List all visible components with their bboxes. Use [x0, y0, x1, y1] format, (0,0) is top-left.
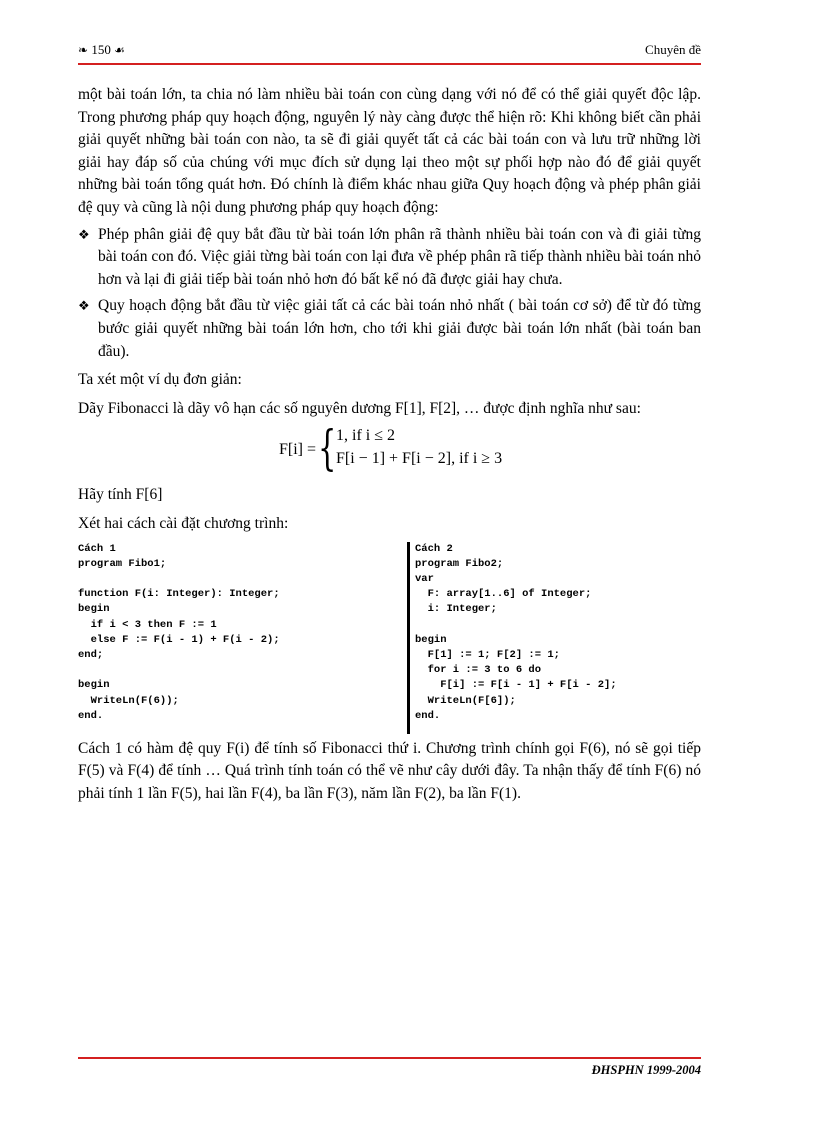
conclusion-paragraph: Cách 1 có hàm đệ quy F(i) để tính số Fibonacci thứ i. Chương trình chính gọi F(6), nó sẽ gọi tiếp F(5) và F(4) để tính … Quá trình tính toán có thể vẽ như cây dưới đây. Ta nhận thấy để tính F(6) nó phải tính 1 lần F(5), hai lần F(4), ba lần F(3), năm lần F(2), ba lần F(1).: [78, 739, 701, 802]
formula-brace: {: [318, 420, 337, 477]
fibonacci-formula: [78, 420, 701, 480]
ornament-left-icon: ❧: [78, 43, 89, 57]
page-body: [78, 84, 701, 805]
code-method-1: Cách 1 program Fibo1; function F(i: Integer): Integer; begin if i < 3 then F := 1 else F := F(i - 1) + F(i - 2); end; begin WriteLn(F(6)); end.: [78, 542, 280, 722]
bullet-text: Quy hoạch động bắt đầu từ việc giải tất cả các bài toán nhỏ nhất ( bài toán cơ sở) để từ đó từng bước giải quyết những bài toán lớn hơn, cho tới khi giải được bài toán lớn nhất (bài toán ban đầu).: [98, 297, 701, 360]
page-header: [78, 42, 701, 60]
fibonacci-definition: Dãy Fibonacci là dãy vô hạn các số nguyên dương F[1], F[2], … được định nghĩa như sau:: [78, 399, 641, 417]
header-rule: [78, 63, 701, 65]
formula-case-base: 1, if i ≤ 2: [336, 427, 395, 445]
ornament-right-icon: ☙: [114, 43, 125, 57]
code-method-2: Cách 2 program Fibo2; var F: array[1..6] of Integer; i: Integer; begin F[1] := 1; F[2] := 1; for i := 3 to 6 do F[i] := F[i - 1] + F[i - 2]; WriteLn(F[6]); end.: [415, 542, 617, 722]
code-divider: [407, 542, 410, 734]
implementations-intro: Xét hai cách cài đặt chương trình:: [78, 514, 289, 532]
task-text: Hãy tính F[6]: [78, 486, 163, 504]
footer-rule: [78, 1057, 701, 1059]
page-number-group: [78, 42, 125, 58]
diamond-bullet-icon: ❖: [78, 298, 90, 314]
bullet-item: [78, 295, 701, 363]
bullet-text: Phép phân giải đệ quy bắt đầu từ bài toán lớn phân rã thành nhiều bài toán con và đi giải từng bài toán con đó. Việc giải từng bài toán con lại đưa về phép phân rã tiếp thành nhiều bài toán nhỏ hơn và lại đi giải tiếp bài toán nhỏ hơn đó bất kể nó đã được giải hay chưa.: [98, 225, 701, 288]
page-number: 150: [91, 42, 111, 57]
formula-case-recursive: F[i − 1] + F[i − 2], if i ≥ 3: [336, 450, 503, 468]
footer-text: ĐHSPHN 1999-2004: [591, 1063, 701, 1077]
section-title: Chuyên đề: [645, 42, 701, 57]
diamond-bullet-icon: ❖: [78, 226, 90, 242]
code-comparison: [78, 542, 701, 738]
bullet-item: [78, 224, 701, 292]
example-intro: Ta xét một ví dụ đơn giản:: [78, 371, 242, 389]
formula-lhs: F[i] =: [279, 441, 317, 459]
intro-paragraph: một bài toán lớn, ta chia nó làm nhiều bài toán con cùng dạng với nó để có thể giải quyết độc lập. Trong phương pháp quy hoạch động, nguyên lý này càng được thể hiện rõ: Khi không biết cần phải giải quyết những bài toán con nào, ta sẽ đi giải quyết tất cả các bài toán con và lưu trữ những lời giải hay đáp số của chúng với mục đích sử dụng lại theo một sự phối hợp nào đó để giải quyết những bài toán tổng quát hơn. Đó chính là điểm khác nhau giữa Quy hoạch động và phép phân giải đệ quy và cũng là nội dung phương pháp quy hoạch động:: [78, 86, 701, 216]
